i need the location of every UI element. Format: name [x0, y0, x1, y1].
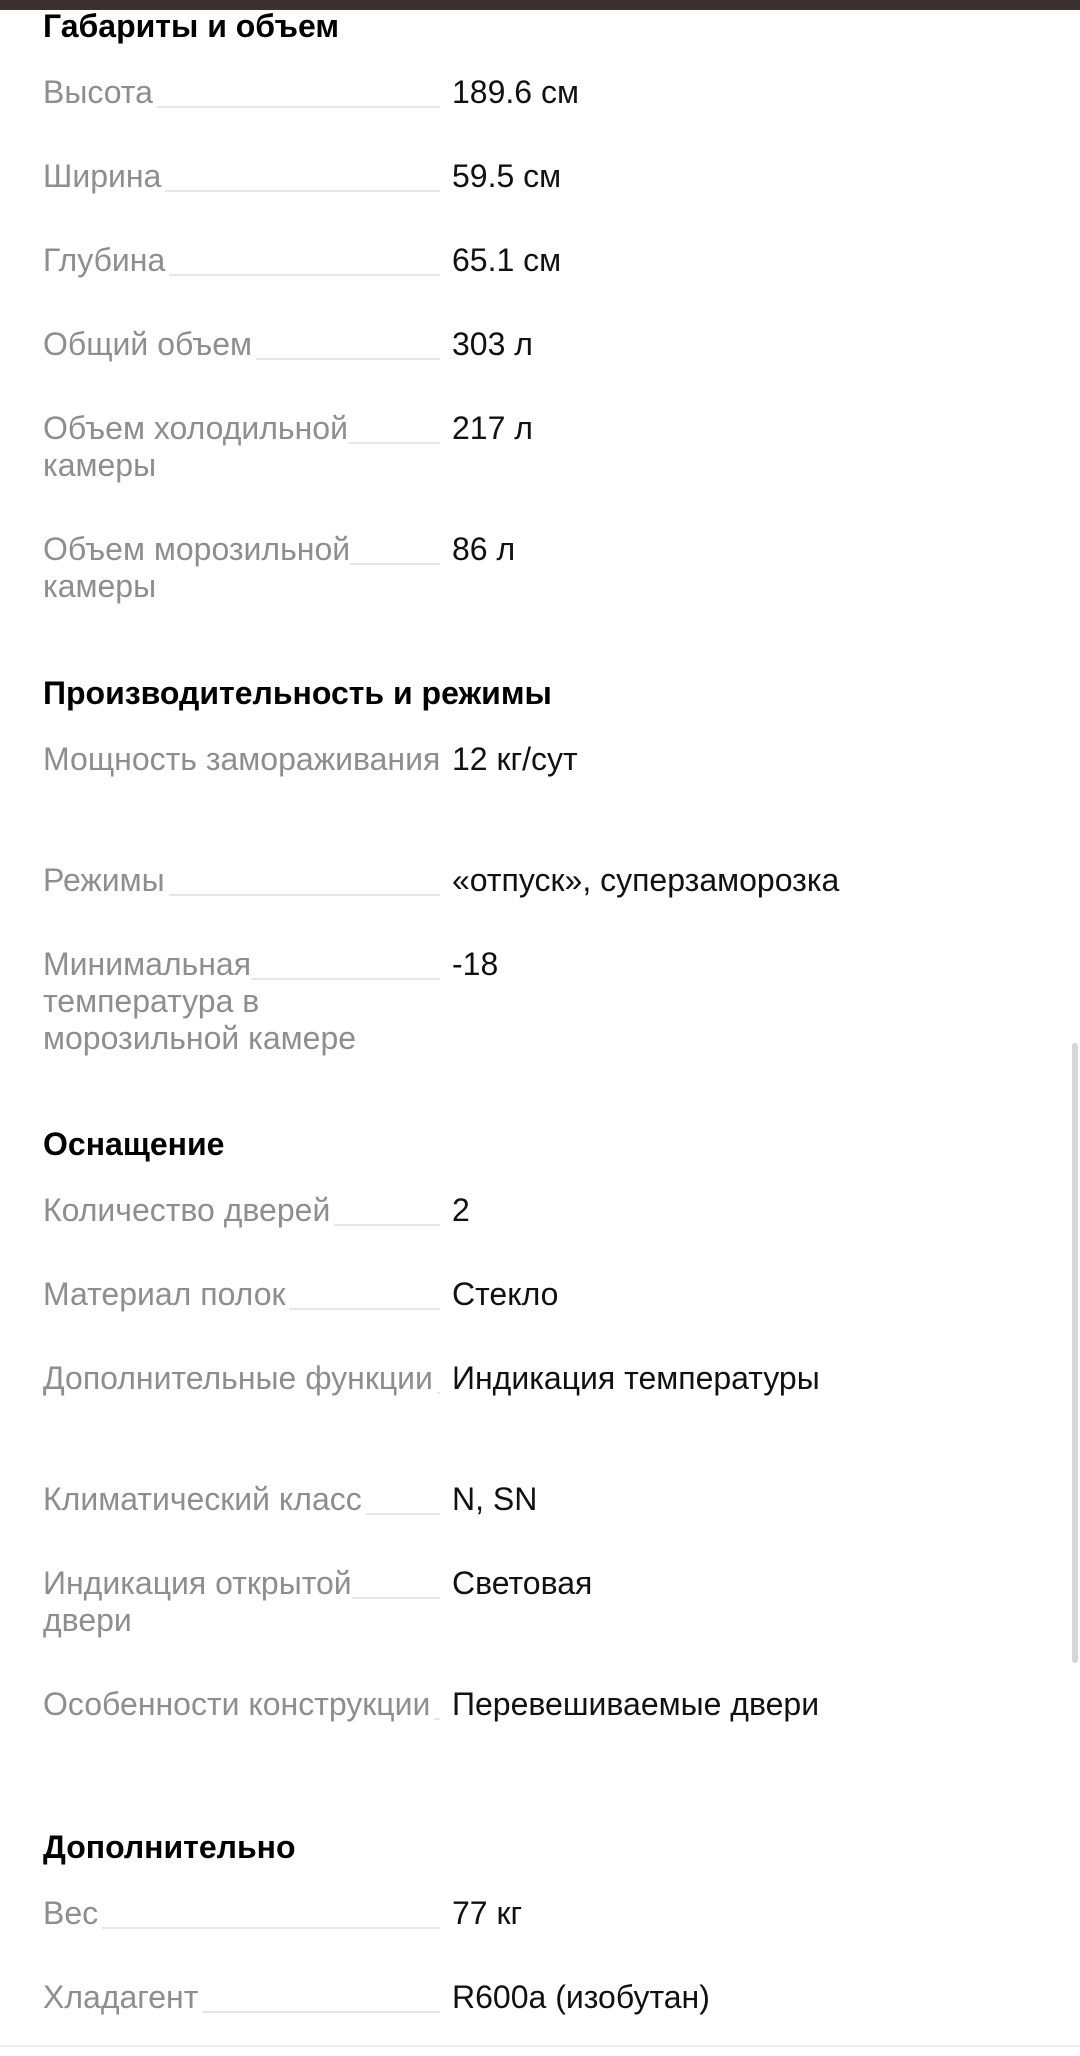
- spec-label: Индикация открытой двери: [43, 1565, 352, 1638]
- bottom-divider: [0, 2045, 1080, 2047]
- spec-label: Дополнительные функции: [43, 1360, 448, 1397]
- spec-value: Перевешиваемые двери: [452, 1686, 820, 1722]
- spec-label: Ширина: [43, 158, 448, 195]
- spec-value: N, SN: [452, 1481, 538, 1517]
- spec-value: 12 кг/сут: [452, 741, 578, 777]
- spec-label: Объем морозильной камеры: [43, 531, 351, 604]
- spec-value: Стекло: [452, 1276, 559, 1312]
- spec-value: 86 л: [452, 531, 516, 567]
- spec-label: Особенности конструкции: [43, 1686, 448, 1723]
- spec-value: 59.5 см: [452, 158, 562, 194]
- spec-value: 77 кг: [452, 1895, 523, 1931]
- spec-value: 2: [452, 1192, 470, 1228]
- spec-value: «отпуск», суперзаморозка: [452, 862, 840, 898]
- section-title-equipment: Оснащение: [43, 1126, 225, 1162]
- spec-label: Вес: [43, 1895, 448, 1932]
- spec-value: Световая: [452, 1565, 593, 1601]
- spec-label: Глубина: [43, 242, 448, 279]
- spec-value: 303 л: [452, 326, 533, 362]
- spec-value: -18: [452, 946, 499, 982]
- spec-value: Индикация температуры: [452, 1360, 820, 1396]
- spec-value: R600a (изобутан): [452, 1979, 710, 2015]
- spec-label: Материал полок: [43, 1276, 448, 1313]
- spec-label: Количество дверей: [43, 1192, 448, 1229]
- spec-value: 217 л: [452, 410, 533, 446]
- section-title-dimensions: Габариты и объем: [43, 8, 340, 44]
- spec-label: Высота: [43, 74, 448, 111]
- spec-label: Общий объем: [43, 326, 448, 363]
- section-title-additional: Дополнительно: [43, 1829, 296, 1865]
- spec-label: Режимы: [43, 862, 448, 899]
- spec-label: Минимальная температура в морозильной камере: [43, 946, 448, 1057]
- spec-label: Объем холодильной камеры: [43, 410, 348, 483]
- scrollbar-thumb[interactable]: [1072, 1043, 1078, 1663]
- spec-value: 65.1 см: [452, 242, 562, 278]
- spec-label: Мощность замораживания: [43, 741, 448, 778]
- spec-value: 189.6 см: [452, 74, 579, 110]
- section-title-performance: Производительность и режимы: [43, 675, 552, 711]
- spec-label: Хладагент: [43, 1979, 448, 2016]
- spec-label: Климатический класс: [43, 1481, 448, 1518]
